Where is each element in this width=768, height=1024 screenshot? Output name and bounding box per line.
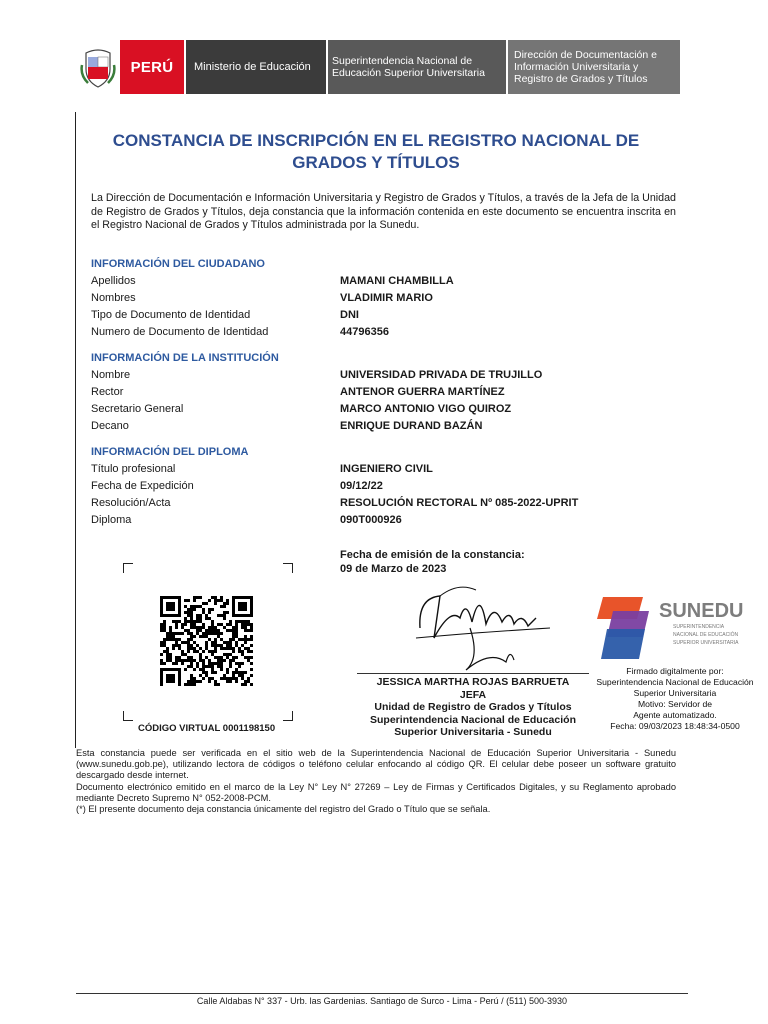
row-value: MARCO ANTONIO VIGO QUIROZ [340,403,512,415]
signatory-org-1: Superintendencia Nacional de Educación [370,713,576,726]
direction-label: Dirección de Documentación e Información Universitaria y Registro de Grados y Títulos [508,40,680,94]
row-label: Apellidos [91,275,136,287]
row-label: Rector [91,386,124,398]
info-row [91,326,389,338]
citizen-heading: INFORMACIÓN DEL CIUDADANO [91,258,265,270]
signatory-role: JEFA [459,688,487,701]
signature-line [357,673,589,674]
row-label: Nombres [91,292,136,304]
ministry-label: Ministerio de Educación [186,40,326,94]
intro-paragraph: La Dirección de Documentación e Información Universitaria y Registro de Grados y Títulos, a través de la Jefa de la Unidad de Registro de Grados y Títulos, deja constancia que la información contenida en este documento se encuentra inscrita en el Registro Nacional de Grados y Títulos administrada por la Sunedu. [91,192,676,231]
qr-code-icon[interactable] [160,596,254,686]
digsig-line: Firmado digitalmente por: [626,666,724,676]
sunedu-logo-icon [597,593,757,663]
emission-date: 09 de Marzo de 2023 [340,563,447,575]
row-label: Fecha de Expedición [91,480,194,492]
info-row [91,480,383,492]
diploma-heading: INFORMACIÓN DEL DIPLOMA [91,446,249,458]
row-label: Nombre [91,369,131,381]
footer-divider [76,993,688,994]
digital-signature-block [590,666,760,732]
footnotes [76,748,676,815]
digsig-line: Fecha: 09/03/2023 18:48:34-0500 [610,721,740,731]
logo-line-2: NACIONAL DE EDUCACIÓN [673,632,739,638]
row-label: Diploma [91,514,132,526]
info-row [91,420,482,432]
signatory-org-2: Superior Universitaria - Sunedu [394,726,552,738]
digsig-line: Motivo: Servidor de [637,699,713,709]
row-value: DNI [340,309,359,321]
superintendency-label: Superintendencia Nacional de Educación Superior Universitaria [328,40,506,94]
country-label: PERÚ [120,40,184,94]
logo-name: SUNEDU [659,600,744,622]
emission-label: Fecha de emisión de la constancia: [340,549,525,561]
logo-line-3: SUPERIOR UNIVERSITARIA [673,640,739,646]
government-header [75,40,680,94]
row-value: MAMANI CHAMBILLA [340,275,454,287]
info-row [91,403,511,415]
digsig-line: Superior Universitaria [633,688,717,698]
logo-line-1: SUPERINTENDENCIA [673,624,725,630]
signatory-unit: Unidad de Registro de Grados y Títulos [374,701,572,713]
row-value: 44796356 [340,326,389,338]
info-row [91,463,433,475]
info-row [91,386,505,398]
info-row [91,497,578,509]
row-label: Decano [91,420,129,432]
row-label: Título profesional [91,463,176,475]
row-label: Numero de Documento de Identidad [91,326,269,338]
row-label: Tipo de Documento de Identidad [91,309,251,321]
footnote-legal: Documento electrónico emitido en el marco de la Ley N° Ley N° 27269 – Ley de Firmas y Certificados Digitales, y su Reglamento aprobado mediante Decreto Supremo N° 052-2008-PCM. [76,781,676,803]
row-value: VLADIMIR MARIO [340,292,433,304]
info-row [91,369,542,381]
qr-frame [123,563,293,721]
institution-heading: INFORMACIÓN DE LA INSTITUCIÓN [91,352,279,364]
digsig-line: Superintendencia Nacional de Educación [596,677,754,687]
row-value: ENRIQUE DURAND BAZÁN [340,420,483,432]
emission-block [340,548,525,576]
footnote-verification: Esta constancia puede ser verificada en el sitio web de la Superintendencia Nacional de Educación Superior Universitaria - Sunedu (www.sunedu.gob.pe), utilizando lectora de códigos o teléfono celular enfocando al código QR. El celular debe poseer un software gratuito descargado desde internet. [76,748,676,781]
footnote-scope: (*) El presente documento deja constancia únicamente del registro del Grado o Título que se señala. [76,804,491,815]
row-value: ANTENOR GUERRA MARTÍNEZ [340,386,505,398]
row-value: INGENIERO CIVIL [340,463,433,475]
info-row [91,292,433,304]
row-value: UNIVERSIDAD PRIVADA DE TRUJILLO [340,369,543,381]
row-value: RESOLUCIÓN RECTORAL Nº 085-2022-UPRIT [340,497,579,509]
left-divider [75,112,76,748]
footer-address: Calle Aldabas N° 337 - Urb. las Gardenias. Santiago de Surco - Lima - Perú / (511) 500-3930 [196,996,568,1006]
info-row [91,309,359,321]
signatory-name: JESSICA MARTHA ROJAS BARRUETA [376,676,570,688]
national-seal-icon [75,40,120,94]
document-title: CONSTANCIA DE INSCRIPCIÓN EN EL REGISTRO NACIONAL DE GRADOS Y TÍTULOS [112,131,640,172]
virtual-code-label: CÓDIGO VIRTUAL 0001198150 [138,723,276,734]
row-value: 09/12/22 [340,480,383,492]
digsig-line: Agente automatizado. [633,710,717,720]
row-label: Secretario General [91,403,184,415]
signatory-block [348,676,598,739]
info-row [91,275,454,287]
row-value: 090T000926 [340,514,402,526]
info-row [91,514,402,526]
row-label: Resolución/Acta [91,497,171,509]
handwritten-signature-icon [410,578,560,673]
